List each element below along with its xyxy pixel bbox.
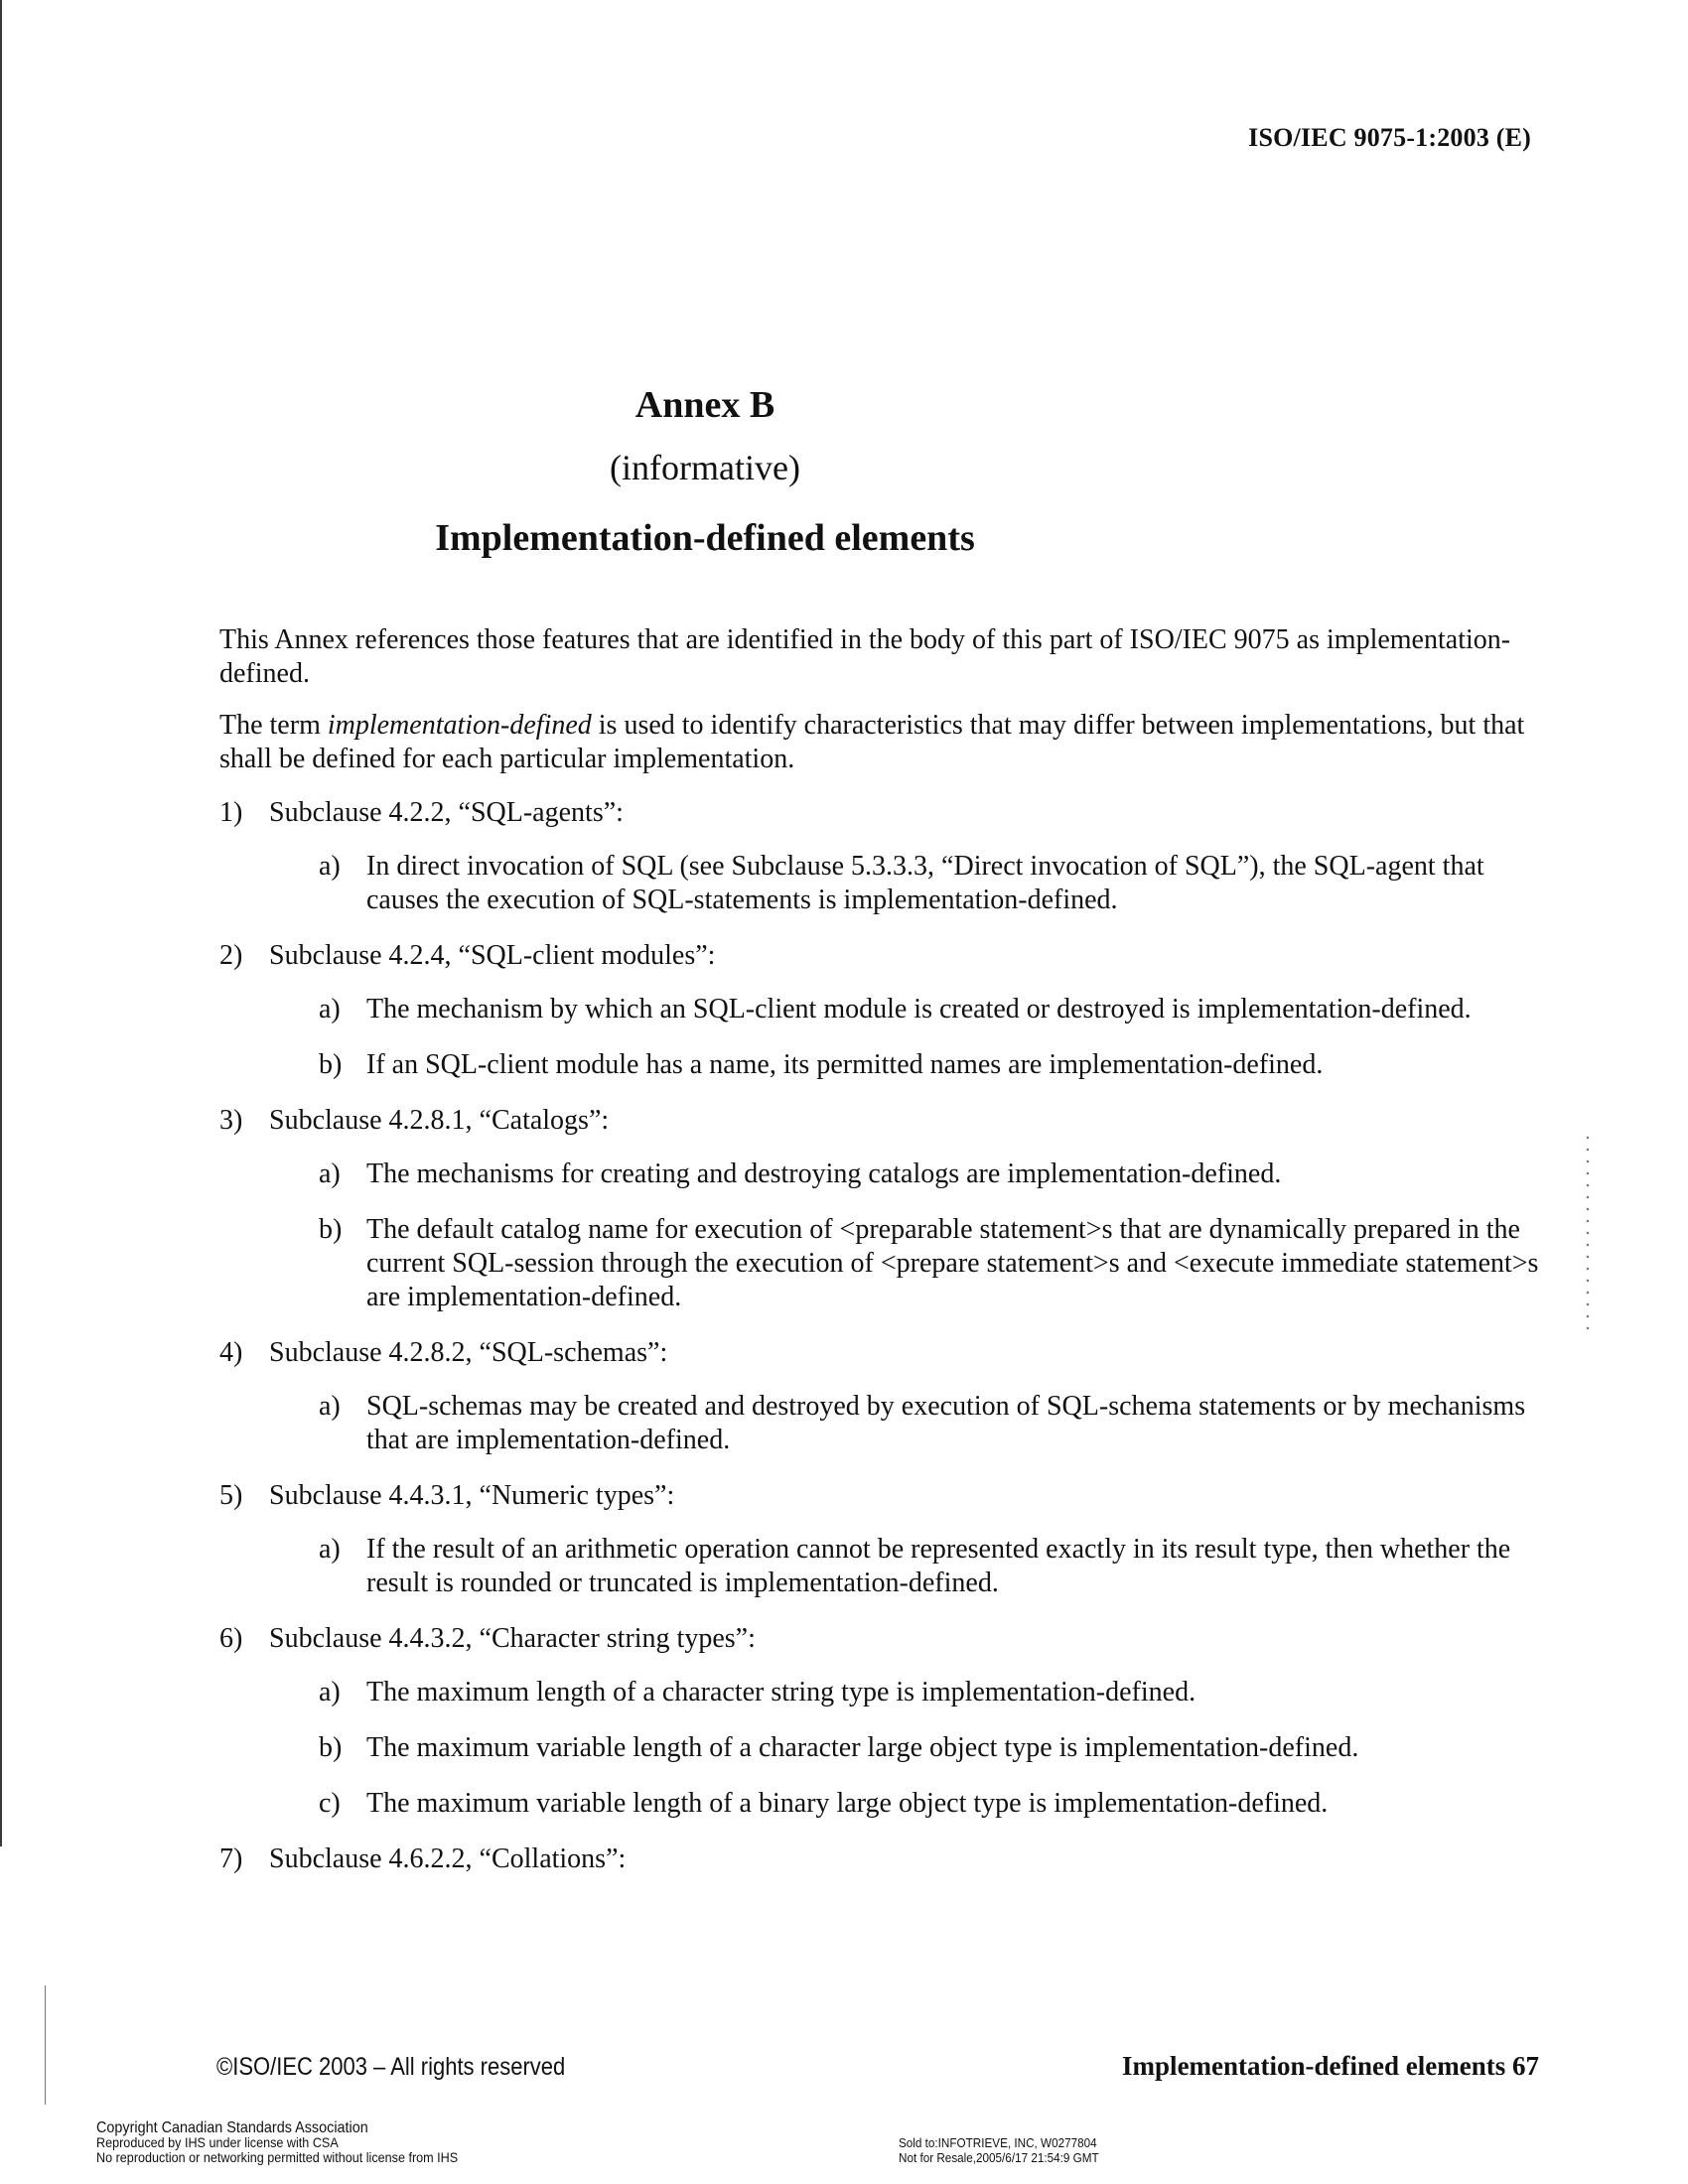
- subitem: [269, 1787, 1540, 1821]
- subitem-text: If the result of an arithmetic operation cannot be represented exactly in its result type, then whether the result is rounded or truncated is implementation-defined.: [366, 1534, 1511, 1598]
- scan-artifact-dots: [1586, 1132, 1590, 1330]
- clause-number: 2): [219, 940, 243, 971]
- subitem-list: [269, 1676, 1540, 1821]
- clause-number: 6): [219, 1623, 243, 1654]
- subitem-list: [269, 993, 1540, 1082]
- subitem-text: SQL-schemas may be created and destroyed by execution of SQL-schema statements or by mechanisms that are implementation-defined.: [366, 1391, 1526, 1455]
- clause-number: 4): [219, 1337, 243, 1368]
- annex-heading: Implementation-defined elements: [435, 517, 975, 559]
- subitem-list: [269, 1533, 1540, 1600]
- license-line: No reproduction or networking permitted without license from IHS: [96, 2149, 459, 2165]
- subitem-text: The maximum variable length of a character large object type is implementation-defined.: [366, 1732, 1359, 1763]
- license-notice: [96, 2120, 458, 2165]
- footer-section-page: Implementation-defined elements 67: [1122, 2051, 1539, 2081]
- clause-number: 1): [219, 797, 243, 828]
- subitem-text: The maximum length of a character string type is implementation-defined.: [366, 1677, 1196, 1707]
- clause-list: [219, 796, 1540, 1876]
- subitem: [269, 993, 1540, 1026]
- definition-prefix: The term: [219, 710, 328, 741]
- clause-title: Subclause 4.2.4, “SQL-client modules”:: [269, 940, 716, 971]
- scan-edge-line-lower: [45, 1985, 46, 2105]
- subitem-letter: a): [319, 1534, 341, 1565]
- subitem-letter: c): [319, 1788, 341, 1819]
- intro-paragraph: This Annex references those features that are identified in the body of this part of ISO/IEC 9075 as implementation-defined.: [219, 624, 1511, 689]
- license-line: Reproduced by IHS under license with CSA: [96, 2134, 339, 2150]
- subitem: [269, 1390, 1540, 1457]
- subitem-list: [269, 850, 1540, 917]
- clause-number: 5): [219, 1480, 243, 1511]
- clause-title: Subclause 4.2.8.2, “SQL-schemas”:: [269, 1337, 668, 1368]
- subitem-text: The mechanism by which an SQL-client module is created or destroyed is implementation-defined.: [366, 994, 1472, 1024]
- subitem: [269, 1731, 1540, 1765]
- document-code: ISO/IEC 9075-1:2003 (E): [1248, 123, 1531, 152]
- subitem: [269, 1213, 1540, 1314]
- subitem: [269, 1676, 1540, 1709]
- annex-type: (informative): [610, 448, 800, 487]
- clause-item: [219, 1479, 1540, 1600]
- subitem-text: The mechanisms for creating and destroying catalogs are implementation-defined.: [366, 1159, 1282, 1189]
- clause-item: [219, 796, 1540, 917]
- sale-line: Not for Resale,2005/6/17 21:54:9 GMT: [899, 2150, 1099, 2165]
- subitem-text: If an SQL-client module has a name, its permitted names are implementation-defined.: [366, 1049, 1324, 1080]
- subitem-list: [269, 1390, 1540, 1457]
- subitem-letter: a): [319, 994, 341, 1024]
- subitem: [269, 1158, 1540, 1191]
- subitem-text: In direct invocation of SQL (see Subclause 5.3.3.3, “Direct invocation of SQL”), the SQL-agent that causes the execution of SQL-statements is implementation-defined.: [366, 851, 1484, 915]
- subitem-letter: a): [319, 1391, 341, 1422]
- subitem: [269, 1048, 1540, 1082]
- definition-paragraph: [219, 709, 1540, 776]
- title-block: [0, 381, 1410, 562]
- clause-title: Subclause 4.2.2, “SQL-agents”:: [269, 797, 624, 828]
- clause-item: [219, 1622, 1540, 1821]
- clause-title: Subclause 4.4.3.2, “Character string types”:: [269, 1623, 756, 1654]
- sale-notice: [899, 2135, 1099, 2165]
- subitem-text: The default catalog name for execution of <preparable statement>s that are dynamically prepared in the current SQL-session through the execution of <prepare statement>s and <execute immediate statement>s are implementation-defined.: [366, 1214, 1539, 1312]
- definition-suffix: is used to identify characteristics that may differ between implementations, but that shall be defined for each particular implementation.: [219, 710, 1525, 774]
- clause-item: [219, 939, 1540, 1082]
- footer-copyright: ©ISO/IEC 2003 – All rights reserved: [216, 2053, 566, 2081]
- clause-title: Subclause 4.4.3.1, “Numeric types”:: [269, 1480, 675, 1511]
- subitem-text: The maximum variable length of a binary large object type is implementation-defined.: [366, 1788, 1329, 1819]
- defined-term: implementation-defined: [327, 710, 592, 741]
- scan-edge-line: [0, 0, 2, 1846]
- subitem-letter: a): [319, 851, 341, 882]
- body-content: [219, 623, 1540, 1896]
- license-line: Copyright Canadian Standards Association: [96, 2119, 368, 2136]
- clause-number: 3): [219, 1105, 243, 1136]
- clause-item: [219, 1843, 1540, 1876]
- subitem-list: [269, 1158, 1540, 1314]
- clause-item: [219, 1336, 1540, 1457]
- clause-title: Subclause 4.2.8.1, “Catalogs”:: [269, 1105, 610, 1136]
- clause-item: [219, 1104, 1540, 1314]
- clause-title: Subclause 4.6.2.2, “Collations”:: [269, 1843, 627, 1874]
- clause-number: 7): [219, 1843, 243, 1874]
- subitem-letter: b): [319, 1214, 343, 1245]
- subitem-letter: a): [319, 1159, 341, 1189]
- sale-line: Sold to:INFOTRIEVE, INC, W0277804: [899, 2135, 1097, 2150]
- annex-title: Annex B: [634, 384, 775, 426]
- subitem-letter: b): [319, 1049, 343, 1080]
- subitem: [269, 850, 1540, 917]
- subitem-letter: a): [319, 1677, 341, 1707]
- subitem: [269, 1533, 1540, 1600]
- subitem-letter: b): [319, 1732, 343, 1763]
